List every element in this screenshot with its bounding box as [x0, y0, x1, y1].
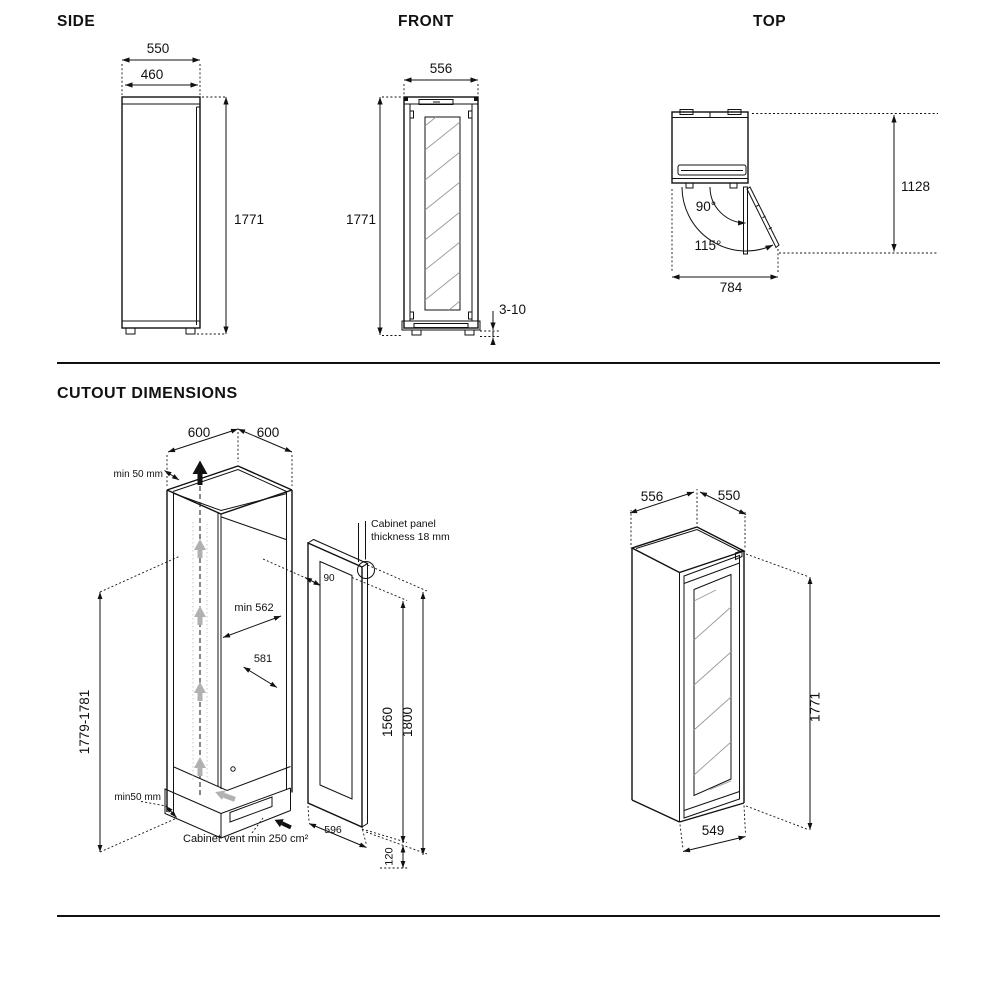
niche-depth-min-label: min 562	[234, 602, 274, 614]
niche-width-top-label: 600	[256, 425, 280, 440]
cutout-section-title: CUTOUT DIMENSIONS	[57, 385, 238, 402]
side-depth-total-label: 550	[146, 41, 170, 56]
niche-depth-top-label: 600	[187, 425, 211, 440]
panel-height-inner-label: 1560	[380, 706, 395, 738]
panel-width-label: 596	[324, 824, 342, 836]
door-angle-90-label: 90°	[695, 199, 717, 214]
panel-edge-offset-label: 90	[323, 573, 335, 584]
front-width-label: 556	[429, 61, 453, 76]
front-view-title: FRONT	[398, 13, 454, 30]
panel-note-line1: Cabinet panel	[371, 518, 436, 530]
niche-height-range-label: 1779-1781	[77, 689, 92, 755]
unit-depth-label: 556	[640, 489, 664, 504]
unit-height-label: 1771	[807, 691, 823, 723]
unit-width-label: 550	[717, 488, 741, 503]
side-depth-door-label: 460	[140, 67, 164, 82]
panel-plinth-label: 120	[383, 847, 396, 866]
front-height-label: 1771	[345, 212, 376, 227]
top-view-title: TOP	[753, 13, 787, 30]
swing-depth-label: 1128	[901, 179, 931, 194]
unit-bottom-width-label: 549	[701, 823, 725, 838]
unit-outline	[632, 527, 744, 822]
swing-width-label: 784	[719, 280, 743, 295]
niche-inner-width-label: 581	[253, 653, 273, 665]
unit-glass-door	[694, 575, 731, 796]
niche-vent-note: Cabinet vent min 250 cm²	[183, 833, 309, 845]
niche-top-clearance-label: min 50 mm	[113, 469, 163, 480]
section-divider-bottom	[57, 915, 940, 917]
side-view-title: SIDE	[57, 13, 96, 30]
door-angle-115-label: 115°	[694, 238, 722, 253]
front-foot-range-label: 3-10	[499, 302, 527, 317]
panel-note-line2: thickness 18 mm	[371, 531, 450, 543]
niche-bottom-clearance-label: min50 mm	[114, 792, 161, 803]
side-height-label: 1771	[234, 212, 265, 227]
panel-height-total-label: 1800	[400, 706, 415, 738]
